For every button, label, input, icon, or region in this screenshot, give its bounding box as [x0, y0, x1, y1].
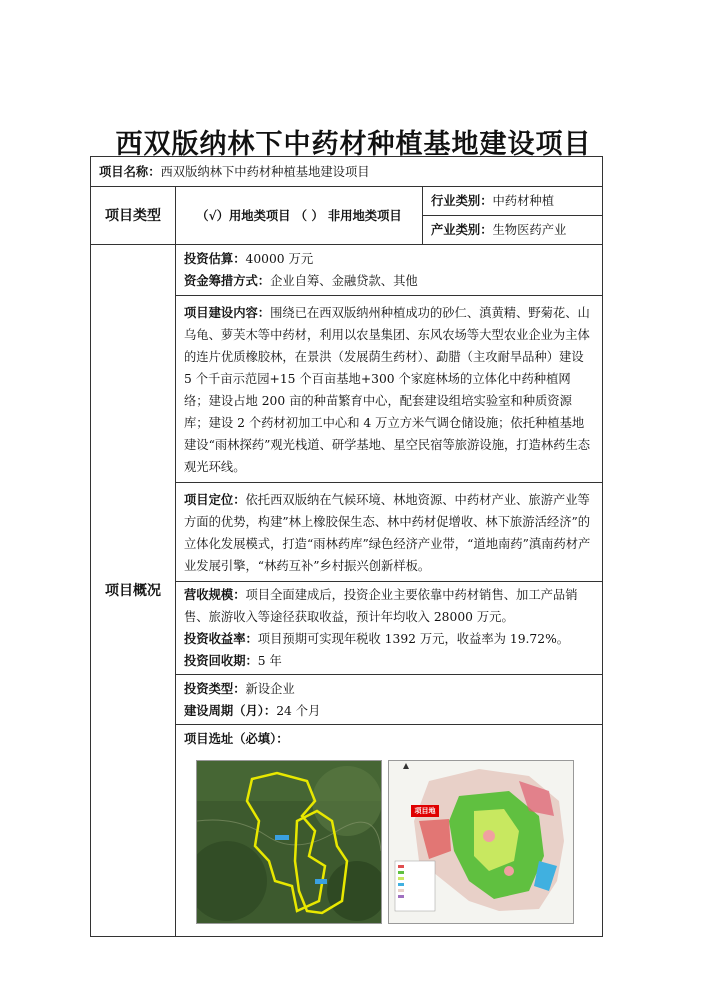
- site-label: 项目选址（必填）：: [184, 731, 289, 746]
- investment-label: 投资估算：: [184, 251, 246, 266]
- investment-value: 40000 万元: [245, 252, 314, 266]
- payback-value: 5 年: [257, 654, 282, 668]
- land-use-map-image: [388, 760, 574, 924]
- satellite-map-image: [196, 760, 382, 924]
- site-maps: [184, 750, 594, 936]
- map-project-label: 项目地: [414, 807, 436, 815]
- sector-cell: [423, 216, 603, 245]
- payback-label: 投资回收期：: [184, 653, 258, 668]
- funding-label: 资金筹措方式：: [184, 273, 271, 288]
- page-title: 西双版纳林下中药材种植基地建设项目: [115, 129, 592, 160]
- investment-cell: [176, 245, 603, 296]
- site-cell: [176, 725, 603, 937]
- project-name-label: 项目名称：: [99, 163, 161, 179]
- positioning-label: 项目定位：: [184, 492, 246, 507]
- content-value: 围绕已在西双版纳州种植成功的砂仁、滇黄精、野菊花、山乌龟、萝芙木等中药材，利用以农垦集团、东风农场等大型农业企业为主体的连片优质橡胶林，在景洪（发展荫生药材）、勐腊（主攻耐旱品种）建设 5 个千亩示范园+15 个百亩基地+300 个家庭林场的立体化中药种植网络；建设占地 200 亩的种苗繁育中心，配套建设组培实验室和种质资源库；建设 2 个药材初加工中心和 4 万立方米气调仓储设施；依托种植基地建设“雨林探药”观光栈道、研学基地、星空民宿等旅游设施，打造林药生态观光环线。: [184, 306, 591, 474]
- project-table: [90, 156, 603, 937]
- revenue-cell: [176, 582, 603, 675]
- project-name-row: [91, 157, 603, 187]
- revenue-label: 营收规模：: [184, 587, 246, 602]
- project-type-label: 项目类型: [91, 187, 176, 245]
- industry-value: 中药材种植: [492, 194, 554, 208]
- sector-label: 产业类别：: [431, 222, 493, 237]
- content-label: 项目建设内容：: [184, 305, 271, 320]
- satellite-map-graphic: [197, 761, 381, 923]
- roi-label: 投资收益率：: [184, 631, 258, 646]
- roi-value: 项目预期可实现年税收 1392 万元，收益率为 19.72%。: [257, 632, 570, 646]
- funding-value: 企业自筹、金融贷款、其他: [270, 274, 418, 288]
- period-label: 建设周期（月）：: [184, 703, 277, 718]
- invest-type-cell: [176, 675, 603, 725]
- invest-type-value: 新设企业: [245, 682, 295, 696]
- overview-label: 项目概况: [91, 245, 176, 937]
- invest-type-label: 投资类型：: [184, 681, 246, 696]
- project-type-value: （√）用地类项目 （ ） 非用地类项目: [176, 187, 423, 245]
- positioning-cell: [176, 483, 603, 582]
- industry-label: 行业类别：: [431, 193, 493, 208]
- revenue-value: 项目全面建成后，投资企业主要依靠中药材销售、加工产品销售、旅游收入等途径获取收益，预计年均收入 28000 万元。: [184, 588, 578, 624]
- period-value: 24 个月: [276, 704, 321, 718]
- positioning-value: 依托西双版纳在气候环境、林地资源、中药材产业、旅游产业等方面的优势，构建”林上橡胶保生态、林中药材促增收、林下旅游活经济”的立体化发展模式，打造“雨林药库”绿色经济产业带，“道地南药”滇南药材产业发展引擎，“林药互补”乡村振兴创新样板。: [184, 493, 591, 573]
- project-name-value: 西双版纳林下中药材种植基地建设项目: [160, 164, 370, 179]
- industry-cell: [423, 187, 603, 216]
- sector-value: 生物医药产业: [492, 223, 567, 237]
- land-use-map-graphic: [389, 761, 573, 923]
- content-cell: [176, 296, 603, 483]
